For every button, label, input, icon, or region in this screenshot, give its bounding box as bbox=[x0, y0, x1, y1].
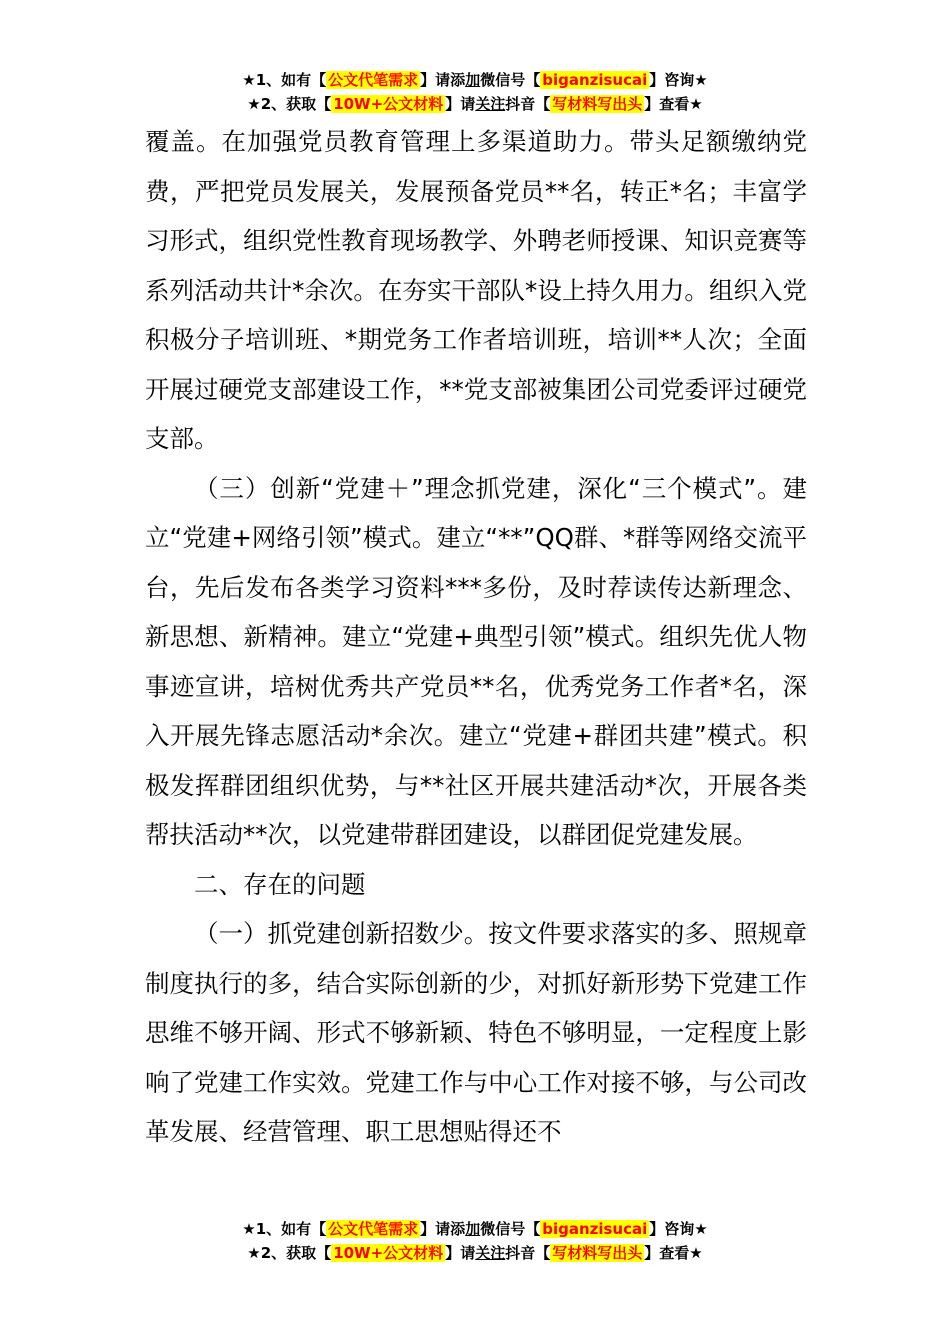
banner-text-underlined: 关注 bbox=[475, 1244, 506, 1262]
banner-line-1 bbox=[0, 68, 950, 92]
highlight-materials: 10W+公文材料 bbox=[333, 95, 444, 113]
highlight-materials: 10W+公文材料 bbox=[333, 1244, 444, 1262]
banner-text-underlined: 加 bbox=[465, 1220, 481, 1238]
highlight-wechat-id: biganzisucai bbox=[542, 71, 648, 89]
banner-text: 】查看★ bbox=[644, 1244, 703, 1262]
banner-text-underlined: 加 bbox=[465, 71, 481, 89]
banner-text: 微信号【 bbox=[480, 1220, 541, 1238]
banner-text: 】请添 bbox=[420, 71, 466, 89]
paragraph: （三）创新“党建＋”理念抓党建，深化“三个模式”。建立“党建+网络引领”模式。建立“**”QQ群、*群等网络交流平台，先后发布各类学习资料***多份，及时荐读传达新理念、新思想、新精神。建立“党建+典型引领”模式。组织先优人物事迹宣讲，培树优秀共产党员**名，优秀党务工作者*名，深入开展先锋志愿活动*余次。建立“党建+群团共建”模式。积极发挥群团组织优势，与**社区开展共建活动*次，开展各类帮扶活动**次，以党建带群团建设，以群团促党建发展。 bbox=[145, 473, 807, 849]
banner-text-underlined: 关注 bbox=[475, 95, 506, 113]
header-banner bbox=[0, 68, 950, 116]
banner-text: 】咨询★ bbox=[649, 71, 708, 89]
banner-text: 】查看★ bbox=[644, 95, 703, 113]
banner-text: ★1、如有【 bbox=[242, 71, 327, 89]
paragraph: （一）抓党建创新招数少。按文件要求落实的多、照规章制度执行的多，结合实际创新的少，对抓好新形势下党建工作思维不够开阔、形式不够新颖、特色不够明显，一定程度上影响了党建工作实效。党建工作与中心工作对接不够，与公司改革发展、经营管理、职工思想贴得还不 bbox=[145, 919, 807, 1146]
banner-text: 微信号【 bbox=[480, 71, 541, 89]
highlight-douyin: 写材料写出头 bbox=[552, 95, 643, 113]
banner-text: ★2、获取【 bbox=[247, 95, 332, 113]
highlight-service: 公文代笔需求 bbox=[328, 71, 419, 89]
banner-text: 】请 bbox=[445, 1244, 476, 1262]
banner-text: 】咨询★ bbox=[649, 1220, 708, 1238]
banner-text: ★1、如有【 bbox=[242, 1220, 327, 1238]
document-body bbox=[145, 117, 807, 1157]
banner-text: 】请添 bbox=[420, 1220, 466, 1238]
banner-line-2 bbox=[0, 92, 950, 116]
banner-text: 抖音【 bbox=[505, 1244, 551, 1262]
footer-banner bbox=[0, 1217, 950, 1265]
banner-line-2 bbox=[0, 1241, 950, 1265]
banner-line-1 bbox=[0, 1217, 950, 1241]
banner-text: 抖音【 bbox=[505, 95, 551, 113]
section-heading: 二、存在的问题 bbox=[194, 869, 366, 899]
paragraph: 覆盖。在加强党员教育管理上多渠道助力。带头足额缴纳党费，严把党员发展关，发展预备党员**名，转正*名；丰富学习形式，组织党性教育现场教学、外聘老师授课、知识竞赛等系列活动共计*余次。在夯实干部队*设上持久用力。组织入党积极分子培训班、*期党务工作者培训班，培训**人次；全面开展过硬党支部建设工作，**党支部被集团公司党委评过硬党支部。 bbox=[145, 127, 807, 453]
banner-text: ★2、获取【 bbox=[247, 1244, 332, 1262]
highlight-douyin: 写材料写出头 bbox=[552, 1244, 643, 1262]
highlight-service: 公文代笔需求 bbox=[328, 1220, 419, 1238]
highlight-wechat-id: biganzisucai bbox=[542, 1220, 648, 1238]
banner-text: 】请 bbox=[445, 95, 476, 113]
